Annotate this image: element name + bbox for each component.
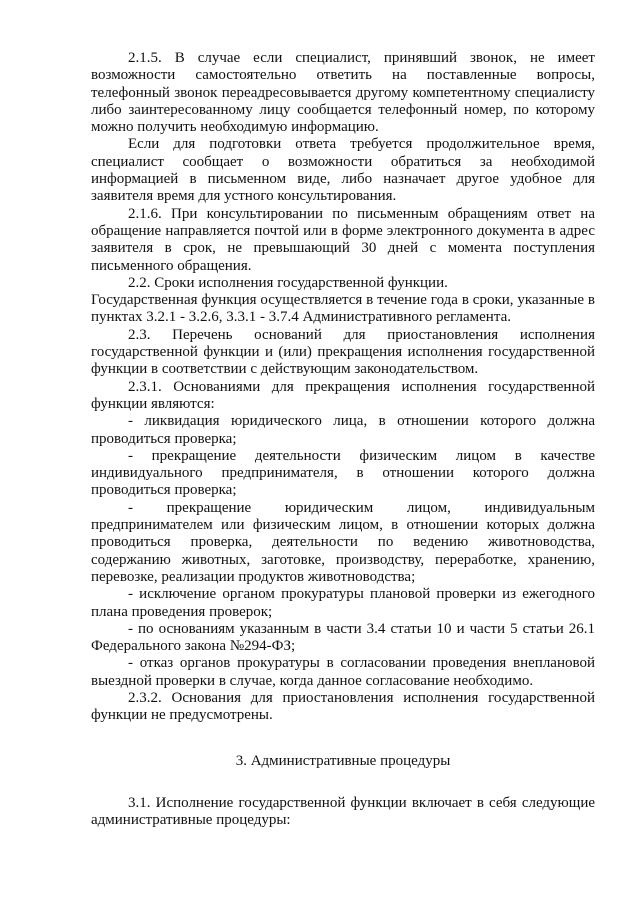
- paragraph-2-2: 2.2. Сроки исполнения государственной функции.: [128, 274, 448, 291]
- list-item: - прекращение деятельности физическим лицом в качестве индивидуального предпринимателя, в отношении которого должна проводиться проверка;: [91, 447, 595, 499]
- spacer: [91, 725, 595, 753]
- list-item: - прекращение юридическим лицом, индивидуальным предпринимателем или физическим лицом, в отношении которых должна проводиться проверка, деятельности по ведению животноводства, содержанию животных, заготовке, производству, переработке, хранению, перевозке, реализации продуктов животноводства;: [91, 499, 595, 585]
- paragraph-2-1-6: 2.1.6. При консультировании по письменным обращениям ответ на обращение направляется почтой или в форме электронного документа в адрес заявителя в срок, не превышающий 30 дней с момента поступления письменного обращения.: [91, 205, 595, 274]
- list-item: - ликвидация юридического лица, в отношении которого должна проводиться проверка;: [91, 413, 595, 447]
- list-item: - по основаниям указанным в части 3.4 статьи 10 и части 5 статьи 26.1 Федерального закона №294-ФЗ;: [91, 620, 595, 655]
- paragraph-2-3: 2.3. Перечень оснований для приостановления исполнения государственной функции и (или) прекращения исполнения государственной функции в соответствии с действующим законодательством.: [91, 326, 595, 378]
- spacer: [91, 770, 595, 795]
- paragraph-extra-time: Если для подготовки ответа требуется продолжительное время, специалист сообщает о возможности обратиться за необходимой информацией в письменном виде, либо назначает другое удобное для заявителя время для устного консультирования.: [91, 136, 595, 205]
- list-item: - отказ органов прокуратуры в согласовании проведения внеплановой выездной проверки в случае, когда данное согласование необходимо.: [91, 655, 595, 689]
- section-heading: 3. Административные процедуры: [235, 752, 451, 769]
- paragraph-2-2-text: Государственная функция осуществляется в течение года в сроки, указанные в пунктах 3.2.1 - 3.2.6, 3.3.1 - 3.7.4 Административного регламента.: [91, 292, 595, 326]
- document-page: [91, 50, 595, 829]
- paragraph-2-1-5: 2.1.5. В случае если специалист, принявший звонок, не имеет возможности самостоятельно ответить на поставленные вопросы, телефонный звонок переадресовывается другому компетентному специалисту либо заинтересованному лицу сообщается телефонный номер, по которому можно получить необходимую информацию.: [91, 50, 595, 136]
- list-item: - исключение органом прокуратуры плановой проверки из ежегодного плана проведения проверок;: [91, 586, 595, 620]
- paragraph-3-1: 3.1. Исполнение государственной функции включает в себя следующие административные процедуры:: [91, 794, 595, 829]
- paragraph-2-3-2: 2.3.2. Основания для приостановления исполнения государственной функции не предусмотрены.: [91, 689, 595, 724]
- paragraph-2-3-1: 2.3.1. Основаниями для прекращения исполнения государственной функции являются:: [91, 378, 595, 412]
